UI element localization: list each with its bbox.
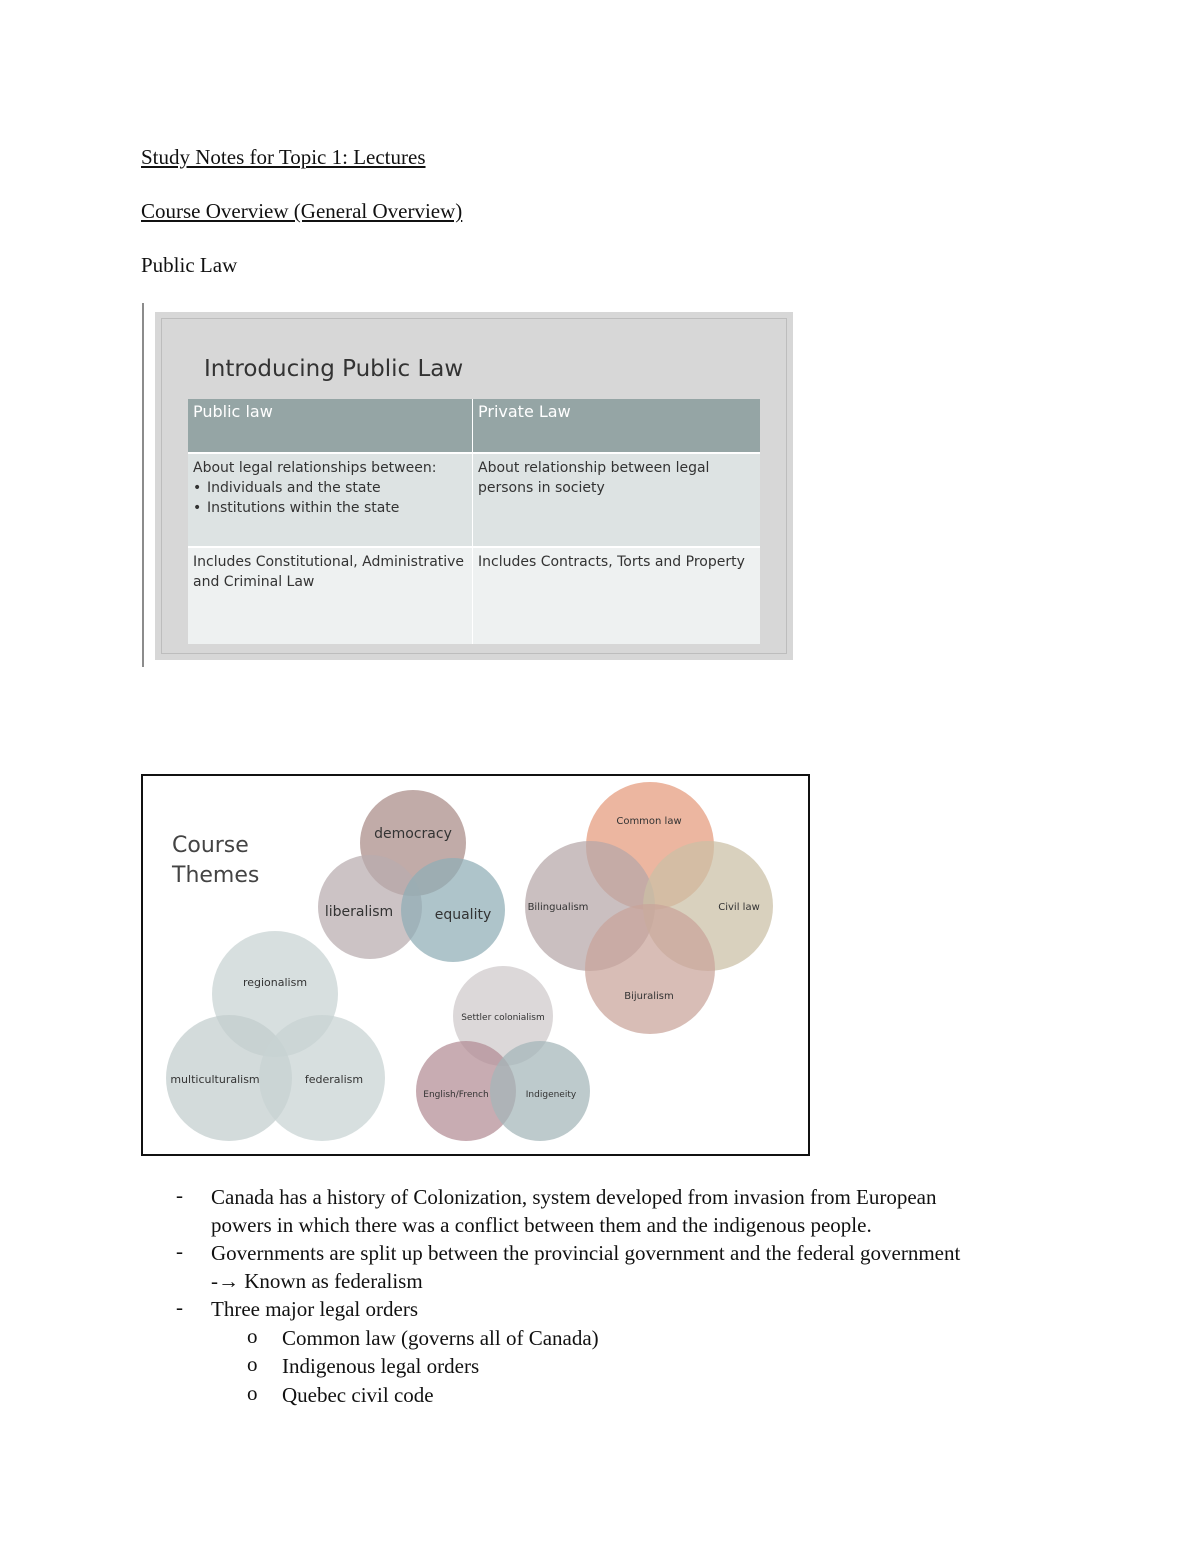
sub-bullet-marker: o bbox=[247, 1352, 258, 1376]
course-overview-heading: Course Overview (General Overview) bbox=[141, 199, 463, 223]
list-item: • Individuals and the state bbox=[207, 478, 467, 498]
public-law-relationships bbox=[188, 453, 473, 547]
sub-bullet-quebec: Quebec civil code bbox=[282, 1383, 434, 1407]
settler-colonialism-label: Settler colonialism bbox=[461, 1013, 545, 1023]
indigeneity-label: Indigeneity bbox=[525, 1090, 577, 1100]
bullet-colonization-line2: powers in which there was a conflict between them and the indigenous people. bbox=[211, 1213, 872, 1237]
document-title: Study Notes for Topic 1: Lectures bbox=[141, 145, 426, 169]
slide-left-rule bbox=[142, 303, 144, 667]
federalism-label: federalism bbox=[304, 1073, 364, 1086]
law-comparison-table bbox=[188, 399, 760, 644]
bullet-legal-orders: Three major legal orders bbox=[211, 1297, 418, 1321]
common-law-label: Common law bbox=[616, 816, 682, 827]
header-private-law: Private Law bbox=[473, 399, 761, 453]
private-law-relationships: About relationship between legal persons in society bbox=[473, 453, 761, 547]
bullet-governments-line2: -→ Known as federalism bbox=[211, 1269, 423, 1293]
bullet-dash: - bbox=[176, 1295, 183, 1319]
bullet-dash: - bbox=[176, 1239, 183, 1263]
regionalism-label: regionalism bbox=[242, 976, 308, 989]
bullet-dash: - bbox=[176, 1183, 183, 1207]
course-themes-slide bbox=[141, 774, 810, 1156]
bijuralism-label: Bijuralism bbox=[624, 991, 674, 1002]
relationships-intro: About legal relationships between: bbox=[193, 460, 437, 476]
sub-bullet-marker: o bbox=[247, 1324, 258, 1348]
sub-bullet-marker: o bbox=[247, 1381, 258, 1405]
civil-law-label: Civil law bbox=[718, 902, 760, 913]
relationships-list bbox=[193, 478, 467, 518]
bilingualism-label: Bilingualism bbox=[527, 902, 589, 913]
table-header-row bbox=[188, 399, 760, 453]
democracy-label: democracy bbox=[374, 826, 452, 842]
table-row bbox=[188, 547, 760, 644]
public-law-includes: Includes Constitutional, Administrative and Criminal Law bbox=[188, 547, 473, 644]
private-law-includes: Includes Contracts, Torts and Property bbox=[473, 547, 761, 644]
multiculturalism-label: multiculturalism bbox=[170, 1073, 260, 1086]
english-french-label: English/French bbox=[423, 1090, 489, 1100]
table-row bbox=[188, 453, 760, 547]
themes-title-line1: Course bbox=[172, 833, 249, 858]
bullet-governments-line1: Governments are split up between the provincial government and the federal government bbox=[211, 1241, 961, 1265]
bullet-colonization-line1: Canada has a history of Colonization, system developed from invasion from European bbox=[211, 1185, 937, 1209]
themes-title-line2: Themes bbox=[172, 863, 260, 888]
themes-venn-diagrams bbox=[143, 776, 808, 1154]
sub-bullet-indigenous: Indigenous legal orders bbox=[282, 1354, 480, 1378]
liberalism-label: liberalism bbox=[324, 904, 394, 920]
sub-bullet-common-law: Common law (governs all of Canada) bbox=[282, 1326, 599, 1350]
bijuralism-circle bbox=[585, 904, 715, 1034]
section-heading: Public Law bbox=[141, 253, 238, 277]
list-item: • Institutions within the state bbox=[207, 498, 467, 518]
slide-title: Introducing Public Law bbox=[204, 356, 464, 382]
header-public-law: Public law bbox=[188, 399, 473, 453]
equality-label: equality bbox=[434, 907, 492, 923]
